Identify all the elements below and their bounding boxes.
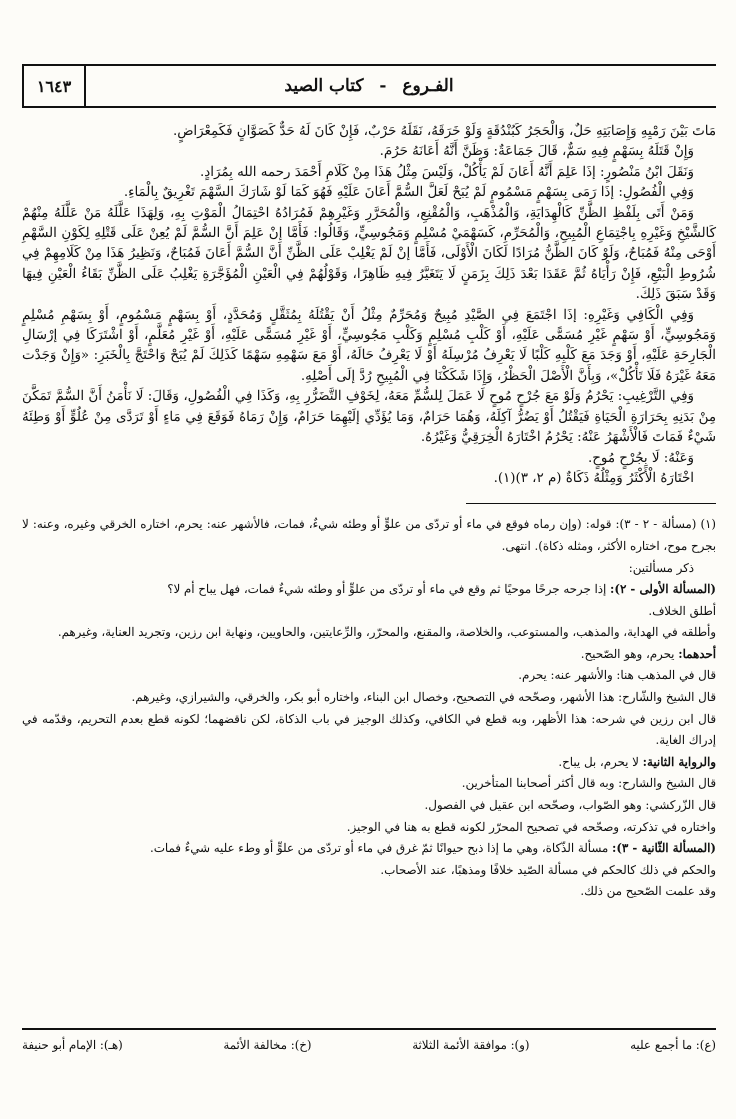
footnote-line: أطلق الخلاف. [648,603,716,618]
footnote-separator [466,503,716,504]
page [22,64,716,903]
main-text [22,122,716,489]
paragraph: وَفِي الْكَافِي وَغَيْرِهِ: إذَا اجْتَمَعَ فِي الصَّيْدِ مُبِيحٌ وَمُحَرِّمٌ مِثْلُ أَنْ يَقْتُلَهُ بِمُثَقَّلٍ وَمُحَدَّدٍ، أَوْ بِسَهْمٍ مَسْمُومٍ، أَوْ بِسَهْمِ مُسْلِمٍ وَمَجُوسِيٍّ، أَوْ سَهْمٍ غَيْرِ مُسَمًّى عَلَيْهِ، أَوْ كَلْبِ مُسْلِمٍ وَكَلْبِ مَجُوسِيٍّ، أَوْ غَيْرِ مُسَمًّى عَلَيْهِ، أَوْ غَيْرِ مُعَلَّمٍ، أَوْ اشْتَرَكَا فِي إرْسَالِ الْجَارِحَةِ عَلَيْهِ، أَوْ وَجَدَ مَعَ كَلْبِهِ كَلْبًا لَا يَعْرِفُ مُرْسِلَهُ أَوْ لَا يَعْرِفُ حَالَهُ، أَوْ مَعَ سَهْمِهِ سَهْمًا كَذَلِكَ لَمْ يُبَحْ وَاحْتَجَّ بِالْخَبَرِ: «وَإِنْ وَجَدْت مَعَهُ غَيْرَهُ فَلَا تَأْكُلْ»، وَبِأَنَّ الْأَصْلَ الْحَظْرُ، وَإِذَا شَكَكْنَا فِي الْمُبِيحِ رُدَّ إلَى أَصْلِهِ. [22,307,716,384]
book-title: كتاب الصيد [284,76,364,96]
footnote-line: قال الشيخ والشارح: وبه قال أكثر أصحابنا المتأخرين. [461,776,716,791]
footnote-line: واختاره في تذكرته، وصحّحه في تصحيح المحرّر لكونه قطع به هنا في الوجيز. [346,819,716,834]
issue-label: أحدهما: [678,646,716,661]
issue-label: (المسألة الأولى - ٢): [610,582,716,597]
paragraph: وَنَقَلَ ابْنُ مَنْصُورٍ: إذَا عَلِمَ أَنَّهُ أَعَانَ لَمْ يَأْكُلْ، وَلَيْسَ مِثْلُ هَذَا مِنْ كَلَامِ أَحْمَدَ رحمه الله بِمُرَادٍ. [200,164,694,180]
title-dash: - [379,76,387,96]
legend-waw: (و): موافقة الأئمة الثلاثة [412,1038,530,1052]
paragraph: مَاتَ بَيْنَ رَمْيِهِ وَإِصَابَتِهِ حَلٌ، وَالْحَجَرُ كَبُنْدُقَةٍ وَلَوْ خَرَقَهُ، نَقَلَهُ حَرْبٌ، فَإِنْ كَانَ لَهُ حَدٌّ كَصَوَّانٍ فَكَمِعْرَاضٍ. [172,124,716,139]
page-number: ١٦٤٣ [22,66,86,106]
issue-text: يحرم، وهو الصّحيح. [580,646,675,661]
footnote-line: قال ابن رزين في شرحه: هذا الأظهر، وبه قطع في الكافي، وكذلك الوجيز في باب الذكاة، لكن ناقضهما؛ لكونه قطع بعدم التحريم، وقدّمه في إدراك الغاية. [22,711,716,748]
paragraph: اخْتَارَهُ الْأَكْثَرُ وَمِثْلُهُ ذَكَاةٌ (م ٢، ٣)(١). [493,470,694,486]
issue-label: (المسألة الثّانية - ٣): [611,841,716,856]
footnotes [22,514,716,903]
footnote-line: وأطلقه في الهداية، والمذهب، والمستوعب، والخلاصة، والمقنع، والمحرّر، والرِّعايتين، والحاويين، ونهاية ابن رزين، وتجريد العناية، وغيرهم. [57,625,716,640]
footnote-line: والحكم في ذلك كالحكم في مسألة الصّيد خلافًا ومذهبًا، عند الأصحاب. [380,862,716,877]
issue-text: مسألة الذّكاة، وهي ما إذا ذبح حيوانًا ثمّ غرق في ماء أو تردّى من علوٍّ أو وطء عليه شيءٌ فمات. [150,841,609,856]
footnote-line: قال الشيخ والشّارح: هذا الأشهر، وصحّحه في التصحيح، وخصال ابن البناء، واختاره أبو بكر، والخرقي، والشيرازي، وغيرهم. [131,690,716,705]
footnote-line: قال الزّركشي: وهو الصّواب، وصحّحه ابن عقيل في الفصول. [424,798,716,813]
paragraph: وَعَنْهُ: لَا بِجُرْحٍ مُوحٍ. [588,450,694,466]
legend-kha: (خ): مخالفة الأئمة [223,1038,312,1052]
paragraph: وَفِي الْفُصُولِ: إذَا رَمَى بِسَهْمٍ مَسْمُومٍ لَمْ يُبَحْ لَعَلَّ السُّمَّ أَعَانَ عَلَيْهِ فَهُوَ كَمَا لَوْ شَارَكَ السَّهْمَ تَغْرِيقٌ بِالْمَاءِ. [123,185,694,201]
page-header [22,64,716,108]
legend-ha: (هـ): الإمام أبو حنيفة [22,1038,123,1052]
section-title: الفـروع [402,76,454,96]
issue-text: لا يحرم، بل يباح. [558,754,639,769]
footnote-line [22,644,716,666]
footnote-line: وقد علمت الصّحيح من ذلك. [580,884,716,899]
footnote-line [22,838,716,860]
legend-ayn: (ع): ما أجمع عليه [630,1038,716,1052]
footnote-line [22,752,716,774]
page-footer [22,1028,716,1052]
footnote: (١) (مسألة - ٢ - ٣): قوله: (وإن رماه فوقع في ماء أو تردّى من علوٍّ أو وطئه شيءٌ، فمات، فالأشهر عنه: يحرم، اختاره الخرقي وغيره، وعنه: لا بجرح موح، اختاره الأكثر، ومثله ذكاة). انتهى. [22,517,716,553]
running-title [22,76,716,96]
paragraph: وَفِي التَّرْغِيبِ: يَحْرُمُ وَلَوْ مَعَ جُرْحٍ مُوحٍ لَا عَمَلَ لِلسُّمِّ مَعَهُ، لِخَوْفِ التَّضَرُّرِ بِهِ، وَكَذَا فِي الْفُصُولِ، وَقَالَ: لَا نَأْمَنُ أَنَّ السُّمَّ تَمَكَّنَ مِنْ بَدَنِهِ بِحَرَارَةِ الْحَيَاةِ فَيَقْتُلُ أَوْ يَضُرُّ آكِلَهُ، وَهُمَا حَرَامٌ، وَمَا يُؤَدِّي إلَيْهِمَا حَرَامٌ، وَإِنْ رَمَاهُ فَوَقَعَ فِي مَاءٍ أَوْ تَرَدَّى مِنْ عُلُوٍّ أَوْ وَطِئَهُ شَيْءٌ فَمَاتَ فَالْأَشْهَرُ عَنْهُ: يَحْرُمُ اخْتَارَهُ الْخِرَقِيُّ وَغَيْرُهُ. [22,389,716,446]
footnote-line: قال في المذهب هنا: والأشهر عنه: يحرم. [518,668,716,683]
paragraph: وَإِنْ قَتَلَهُ بِسَهْمٍ فِيهِ سَمٌّ، قَالَ جَمَاعَةٌ: وَظَنَّ أَنَّهُ أَعَانَهُ حَرُمَ. [379,144,694,160]
footnote-line [22,579,716,601]
footnote-line: ذكر مسألتين: [628,560,694,575]
issue-text: إذا جرحه جرحًا موحيًا ثم وقع في ماء أو تردّى من علوٍّ أو وطئه شيءٌ فمات، فهل يباح أم لا؟ [167,582,607,597]
paragraph: وَمَنْ أَتَى بِلَفْظِ الظَّنِّ كَالْهِدَايَةِ، وَالْمُذْهَبِ، وَالْمُقْنِعِ، وَالْمُحَرَّرِ وَغَيْرِهِمْ فَمُرَادُهُ احْتِمَالُ الْمَوْتِ بِهِ، وَلِهَذَا عَلَّلَهُ مَنْ عَلَّلَهُ مِنْهُمْ كَالشَّيْخِ وَغَيْرِهِ بِاجْتِمَاعِ الْمُبِيحِ، وَالْمُحَرِّمِ، كَسَهْمَيْ مُسْلِمٍ وَمَجُوسِيٍّ، وَقَالُوا: فَأَمَّا إنْ عَلِمَ أَنَّ السُّمَّ لَمْ يُعِنْ عَلَى قَتْلِهِ لِكَوْنِ السَّهْمِ أَوْحَى مِنْهُ فَمُبَاحٌ، وَلَوْ كَانَ الظَّنُّ مُرَادًا لَكَانَ الْأَوْلَى، فَأَمَّا إنْ لَمْ يَغْلِبْ عَلَى الظَّنِّ أَنَّ السُّمَّ أَعَانَ فَمُبَاحٌ، وَنَظِيرُ هَذَا مِنْ كَلَامِهِمْ فِي شُرُوطِ الْبَيْعِ، فَإِنْ رَأْيَاهُ ثُمَّ عَقَدَا بَعْدَ ذَلِكَ بِزَمَنٍ لَا يَتَغَيَّرُ فِيهِ ظَاهِرًا، وَقَوْلُهُمْ فِي الْعَيْنِ الْمُؤَجَّرَةِ يَغْلِبُ عَلَى الظَّنِّ بَقَاءُ الْعَيْنِ فِيهَا وَقَدْ سَبَقَ ذَلِكَ. [22,205,716,303]
issue-label: والرواية الثانية: [642,754,716,769]
